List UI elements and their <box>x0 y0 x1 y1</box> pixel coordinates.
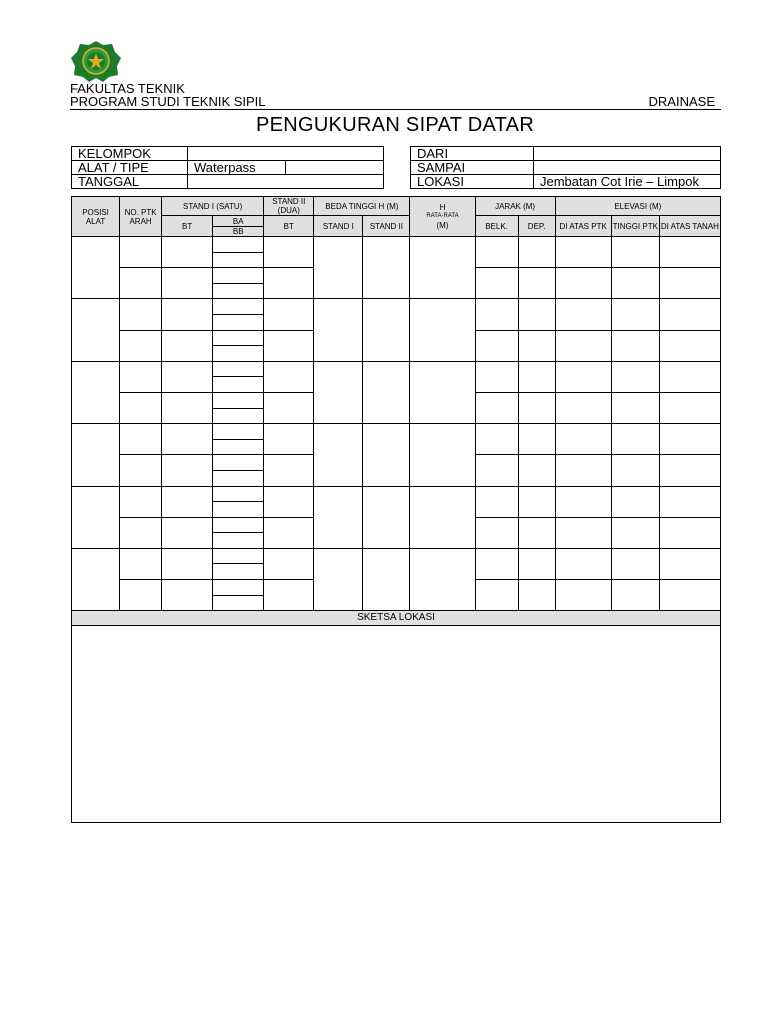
stand-i-cell[interactable] <box>314 548 363 610</box>
ba-bb-cell[interactable] <box>213 346 264 362</box>
di-atas-ptk-cell[interactable] <box>555 330 611 361</box>
course-name: DRAINASE <box>648 94 715 109</box>
col-elevasi: ELEVASI (M) <box>555 197 720 216</box>
bt2-cell[interactable] <box>264 455 314 486</box>
h-rata-cell[interactable] <box>410 361 475 423</box>
no-ptk-cell[interactable] <box>120 392 162 423</box>
h-rata-cell[interactable] <box>410 299 475 361</box>
table-body <box>72 237 721 611</box>
belk-cell[interactable] <box>475 330 518 361</box>
stand-i-cell[interactable] <box>314 361 363 423</box>
sampai-field[interactable] <box>534 161 721 175</box>
lokasi-field[interactable]: Jembatan Cot Irie – Limpok <box>534 175 721 189</box>
ba-bb-cell[interactable] <box>213 268 264 284</box>
h-rata-cell[interactable] <box>410 237 475 299</box>
bt2-cell[interactable] <box>264 580 314 611</box>
table-row <box>72 299 721 315</box>
bt2-cell[interactable] <box>264 237 314 268</box>
sketch-area[interactable] <box>72 626 721 823</box>
tinggi-ptk-cell[interactable] <box>611 580 659 611</box>
tinggi-ptk-cell[interactable] <box>611 455 659 486</box>
stand-i-cell[interactable] <box>314 237 363 299</box>
bt-cell[interactable] <box>162 580 213 611</box>
ba-bb-cell[interactable] <box>213 377 264 393</box>
bt-cell[interactable] <box>162 392 213 423</box>
stand-i-cell[interactable] <box>314 424 363 486</box>
kelompok-label: KELOMPOK <box>72 147 188 161</box>
dep-cell[interactable] <box>518 392 555 423</box>
posisi-alat-cell[interactable] <box>72 486 120 548</box>
dep-cell[interactable] <box>518 268 555 299</box>
bt-cell[interactable] <box>162 330 213 361</box>
no-ptk-cell[interactable] <box>120 548 162 579</box>
ba-bb-cell[interactable] <box>213 330 264 346</box>
dep-cell[interactable] <box>518 486 555 517</box>
ba-bb-cell[interactable] <box>213 299 264 315</box>
bt2-cell[interactable] <box>264 486 314 517</box>
belk-cell[interactable] <box>475 392 518 423</box>
belk-cell[interactable] <box>475 455 518 486</box>
col-bt: BT <box>162 216 213 237</box>
no-ptk-cell[interactable] <box>120 517 162 548</box>
ba-bb-cell[interactable] <box>213 424 264 440</box>
bt2-cell[interactable] <box>264 392 314 423</box>
h-rata-cell[interactable] <box>410 548 475 610</box>
di-atas-ptk-cell[interactable] <box>555 361 611 392</box>
ba-bb-cell[interactable] <box>213 517 264 533</box>
posisi-alat-cell[interactable] <box>72 548 120 610</box>
di-atas-tanah-cell[interactable] <box>659 361 720 392</box>
col-bt-2: BT <box>264 216 314 237</box>
tinggi-ptk-cell[interactable] <box>611 330 659 361</box>
bt2-cell[interactable] <box>264 299 314 330</box>
di-atas-tanah-cell[interactable] <box>659 299 720 330</box>
di-atas-tanah-cell[interactable] <box>659 330 720 361</box>
table-row <box>72 486 721 502</box>
belk-cell[interactable] <box>475 580 518 611</box>
tinggi-ptk-cell[interactable] <box>611 268 659 299</box>
stand-ii-cell[interactable] <box>363 548 410 610</box>
col-bb: BB <box>213 227 264 237</box>
ba-bb-cell[interactable] <box>213 486 264 502</box>
stand-ii-cell[interactable] <box>363 361 410 423</box>
posisi-alat-cell[interactable] <box>72 361 120 423</box>
table-row <box>72 237 721 253</box>
h-rata-cell[interactable] <box>410 486 475 548</box>
dep-cell[interactable] <box>518 580 555 611</box>
tinggi-ptk-cell[interactable] <box>611 424 659 455</box>
ba-bb-cell[interactable] <box>213 439 264 455</box>
ba-bb-cell[interactable] <box>213 455 264 471</box>
dep-cell[interactable] <box>518 548 555 579</box>
col-di-atas-tanah: DI ATAS TANAH <box>659 216 720 237</box>
bt-cell[interactable] <box>162 517 213 548</box>
bt-cell[interactable] <box>162 486 213 517</box>
col-stand-1: STAND I (SATU) <box>162 197 264 216</box>
stand-i-cell[interactable] <box>314 299 363 361</box>
belk-cell[interactable] <box>475 424 518 455</box>
di-atas-tanah-cell[interactable] <box>659 517 720 548</box>
stand-ii-cell[interactable] <box>363 299 410 361</box>
bt-cell[interactable] <box>162 361 213 392</box>
stand-i-cell[interactable] <box>314 486 363 548</box>
ba-bb-cell[interactable] <box>213 595 264 611</box>
table-row <box>72 548 721 564</box>
bt2-cell[interactable] <box>264 268 314 299</box>
di-atas-tanah-cell[interactable] <box>659 424 720 455</box>
di-atas-tanah-cell[interactable] <box>659 237 720 268</box>
di-atas-ptk-cell[interactable] <box>555 548 611 579</box>
lokasi-label: LOKASI <box>411 175 534 189</box>
di-atas-ptk-cell[interactable] <box>555 486 611 517</box>
h-label: H <box>439 203 446 212</box>
ba-bb-cell[interactable] <box>213 314 264 330</box>
bt-cell[interactable] <box>162 237 213 268</box>
dep-cell[interactable] <box>518 299 555 330</box>
col-stand-i: STAND I <box>314 216 363 237</box>
header-divider <box>70 109 721 110</box>
ba-bb-cell[interactable] <box>213 548 264 564</box>
di-atas-ptk-cell[interactable] <box>555 424 611 455</box>
page-title: PENGUKURAN SIPAT DATAR <box>255 114 535 136</box>
dep-cell[interactable] <box>518 361 555 392</box>
di-atas-tanah-cell[interactable] <box>659 455 720 486</box>
col-h-rata-rata <box>410 197 475 237</box>
tinggi-ptk-cell[interactable] <box>611 237 659 268</box>
ba-bb-cell[interactable] <box>213 408 264 424</box>
belk-cell[interactable] <box>475 548 518 579</box>
university-logo <box>70 40 122 82</box>
belk-cell[interactable] <box>475 299 518 330</box>
table-row <box>72 424 721 440</box>
col-ba: BA <box>213 216 264 227</box>
col-stand-2: STAND II (DUA) <box>264 197 314 216</box>
no-ptk-cell[interactable] <box>120 330 162 361</box>
ba-bb-cell[interactable] <box>213 237 264 253</box>
posisi-alat-cell[interactable] <box>72 424 120 486</box>
alat-field[interactable]: Waterpass <box>188 161 286 175</box>
ba-bb-cell[interactable] <box>213 580 264 596</box>
di-atas-tanah-cell[interactable] <box>659 268 720 299</box>
col-dep: DEP. <box>518 216 555 237</box>
tanggal-label: TANGGAL <box>72 175 188 189</box>
di-atas-ptk-cell[interactable] <box>555 299 611 330</box>
bt2-cell[interactable] <box>264 517 314 548</box>
bt-cell[interactable] <box>162 548 213 579</box>
kelompok-field[interactable] <box>188 147 384 161</box>
sketch-header: SKETSA LOKASI <box>72 611 721 626</box>
col-posisi-alat: POSISI ALAT <box>72 197 120 237</box>
measurement-table <box>71 196 721 823</box>
di-atas-ptk-cell[interactable] <box>555 580 611 611</box>
alat-label: ALAT / TIPE <box>72 161 188 175</box>
no-ptk-cell[interactable] <box>120 424 162 455</box>
dari-field[interactable] <box>534 147 721 161</box>
posisi-alat-cell[interactable] <box>72 237 120 299</box>
belk-cell[interactable] <box>475 517 518 548</box>
tinggi-ptk-cell[interactable] <box>611 361 659 392</box>
ba-bb-cell[interactable] <box>213 283 264 299</box>
stand-ii-cell[interactable] <box>363 486 410 548</box>
alat-extra-field[interactable] <box>286 161 384 175</box>
program-name: PROGRAM STUDI TEKNIK SIPIL <box>70 94 266 109</box>
no-ptk-cell[interactable] <box>120 268 162 299</box>
belk-cell[interactable] <box>475 268 518 299</box>
tinggi-ptk-cell[interactable] <box>611 486 659 517</box>
bt2-cell[interactable] <box>264 424 314 455</box>
ba-bb-cell[interactable] <box>213 392 264 408</box>
dep-cell[interactable] <box>518 424 555 455</box>
di-atas-tanah-cell[interactable] <box>659 392 720 423</box>
di-atas-ptk-cell[interactable] <box>555 268 611 299</box>
bt2-cell[interactable] <box>264 548 314 579</box>
ba-bb-cell[interactable] <box>213 533 264 549</box>
bt2-cell[interactable] <box>264 361 314 392</box>
tanggal-field[interactable] <box>188 175 384 189</box>
col-stand-ii: STAND II <box>363 216 410 237</box>
bt-cell[interactable] <box>162 268 213 299</box>
bt2-cell[interactable] <box>264 330 314 361</box>
ba-bb-cell[interactable] <box>213 564 264 580</box>
ba-bb-cell[interactable] <box>213 361 264 377</box>
col-tinggi-ptk: TINGGI PTK <box>611 216 659 237</box>
stand-ii-cell[interactable] <box>363 424 410 486</box>
dari-label: DARI <box>411 147 534 161</box>
col-belk: BELK. <box>475 216 518 237</box>
ba-bb-cell[interactable] <box>213 470 264 486</box>
tinggi-ptk-cell[interactable] <box>611 548 659 579</box>
col-di-atas-ptk: DI ATAS PTK <box>555 216 611 237</box>
dep-cell[interactable] <box>518 517 555 548</box>
bt-cell[interactable] <box>162 299 213 330</box>
belk-cell[interactable] <box>475 237 518 268</box>
di-atas-tanah-cell[interactable] <box>659 580 720 611</box>
ba-bb-cell[interactable] <box>213 252 264 268</box>
dep-cell[interactable] <box>518 237 555 268</box>
sampai-label: SAMPAI <box>411 161 534 175</box>
dep-cell[interactable] <box>518 455 555 486</box>
rata-rata-label: RATA-RATA <box>426 213 459 219</box>
di-atas-ptk-cell[interactable] <box>555 455 611 486</box>
bt-cell[interactable] <box>162 424 213 455</box>
col-no-ptk-arah: NO. PTK ARAH <box>120 197 162 237</box>
col-jarak: JARAK (M) <box>475 197 555 216</box>
tinggi-ptk-cell[interactable] <box>611 392 659 423</box>
faculty-name: FAKULTAS TEKNIK <box>70 81 185 96</box>
di-atas-ptk-cell[interactable] <box>555 237 611 268</box>
posisi-alat-cell[interactable] <box>72 299 120 361</box>
no-ptk-cell[interactable] <box>120 361 162 392</box>
di-atas-tanah-cell[interactable] <box>659 548 720 579</box>
tinggi-ptk-cell[interactable] <box>611 299 659 330</box>
no-ptk-cell[interactable] <box>120 237 162 268</box>
tinggi-ptk-cell[interactable] <box>611 517 659 548</box>
dep-cell[interactable] <box>518 330 555 361</box>
stand-ii-cell[interactable] <box>363 237 410 299</box>
bt-cell[interactable] <box>162 455 213 486</box>
table-row <box>72 361 721 377</box>
belk-cell[interactable] <box>475 486 518 517</box>
ba-bb-cell[interactable] <box>213 502 264 518</box>
no-ptk-cell[interactable] <box>120 455 162 486</box>
no-ptk-cell[interactable] <box>120 580 162 611</box>
belk-cell[interactable] <box>475 361 518 392</box>
h-rata-cell[interactable] <box>410 424 475 486</box>
col-beda-tinggi: BEDA TINGGI H (M) <box>314 197 410 216</box>
no-ptk-cell[interactable] <box>120 486 162 517</box>
di-atas-ptk-cell[interactable] <box>555 392 611 423</box>
no-ptk-cell[interactable] <box>120 299 162 330</box>
m-label: (M) <box>436 221 449 230</box>
info-right-table <box>410 146 721 189</box>
di-atas-tanah-cell[interactable] <box>659 486 720 517</box>
di-atas-ptk-cell[interactable] <box>555 517 611 548</box>
info-left-table <box>71 146 384 189</box>
